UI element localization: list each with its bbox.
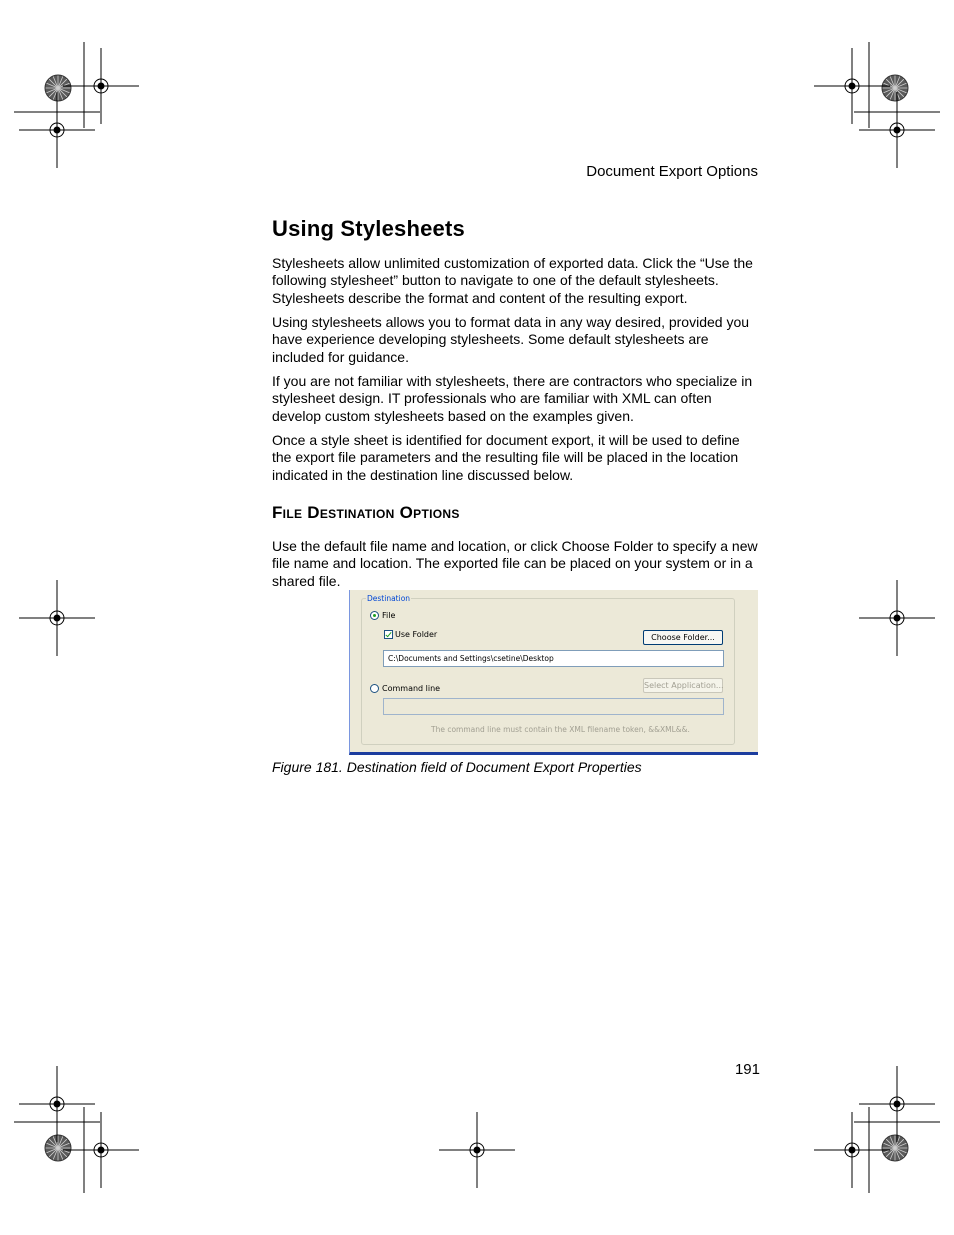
use-folder-label: Use Folder <box>395 630 438 639</box>
section-title: Using Stylesheets <box>272 216 465 241</box>
paragraph-4: Once a style sheet is identified for document export, it will be used to define the export file parameters and the resulting file will be placed in the location indicated in the destination line discussed below. <box>272 432 740 483</box>
paragraph-3: If you are not familiar with stylesheets, there are contractors who specialize in stylesheet design. IT professionals who are familiar with XML can often develop custom stylesheets based on the examples given. <box>272 373 753 424</box>
command-line-label: Command line <box>382 684 441 693</box>
choose-folder-button[interactable]: Choose Folder... <box>643 630 723 645</box>
destination-group <box>361 594 735 745</box>
destination-dialog-figure <box>349 590 758 755</box>
file-radio-label: File <box>382 611 396 620</box>
file-radio-button[interactable] <box>370 611 379 620</box>
paragraph-2: Using stylesheets allows you to format data in any way desired, provided you have experience developing stylesheets. Some default stylesheets are included for guidance. <box>272 314 750 365</box>
command-line-hint: The command line must contain the XML filename token, &&XML&&. <box>431 725 690 734</box>
running-header: Document Export Options <box>586 163 758 180</box>
subsection-paragraph: Use the default file name and location, or click Choose Folder to specify a new file name and location. The exported file can be placed on your system or in a shared file. <box>272 538 758 589</box>
paragraph-1: Stylesheets allow unlimited customization of exported data. Click the “Use the following stylesheet” button to navigate to one of the default stylesheets. Stylesheets describe the format and content of the resulting export. <box>272 255 753 306</box>
destination-path-field[interactable]: C:\Documents and Settings\csetine\Desktop <box>383 650 724 667</box>
use-folder-checkbox[interactable] <box>384 630 393 639</box>
figure-caption: Figure 181. Destination field of Document Export Properties <box>272 759 642 775</box>
subsection-title: File Destination Options <box>272 503 460 522</box>
command-line-radio-button[interactable] <box>370 684 379 693</box>
select-application-button[interactable]: Select Application... <box>643 678 723 693</box>
page-number: 191 <box>734 1061 760 1078</box>
command-line-field[interactable] <box>383 698 724 715</box>
destination-group-label: Destination <box>367 594 411 603</box>
